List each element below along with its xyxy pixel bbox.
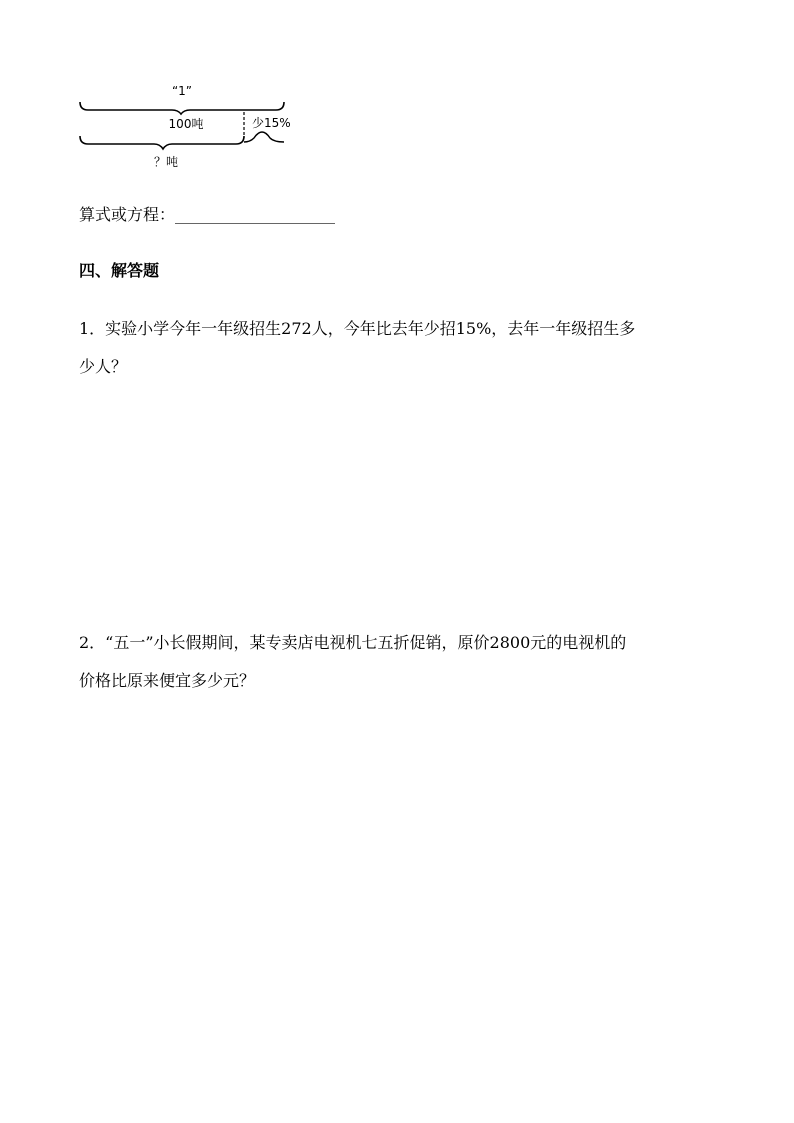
diagram-bottom-brace: [80, 136, 244, 149]
diagram-side-brace: [244, 132, 284, 142]
question-2: [79, 624, 729, 700]
formula-label: 算式或方程：: [79, 205, 176, 224]
question-1-line-2: 少人？: [79, 357, 128, 376]
diagram-middle-label: 100吨: [168, 117, 204, 131]
question-1: [79, 310, 729, 386]
diagram-bottom-label: ？吨: [153, 155, 179, 169]
diagram-top-brace: [80, 102, 284, 114]
question-2-line-1: 2．“五一”小长假期间，某专卖店电视机七五折促销，原价2800元的电视机的: [79, 633, 627, 652]
line-segment-diagram: [72, 78, 302, 178]
diagram-top-label: “1”: [171, 84, 193, 98]
formula-line: [79, 203, 335, 227]
diagram-svg: [72, 78, 302, 178]
question-1-line-1: 1．实验小学今年一年级招生272人，今年比去年少招15%，去年一年级招生多: [79, 319, 636, 338]
diagram-side-label: 少15%: [252, 116, 291, 130]
formula-answer-blank[interactable]: ____________________: [175, 205, 336, 224]
section-title: 四、解答题: [79, 261, 160, 280]
question-2-line-2: 价格比原来便宜多少元？: [79, 671, 256, 690]
